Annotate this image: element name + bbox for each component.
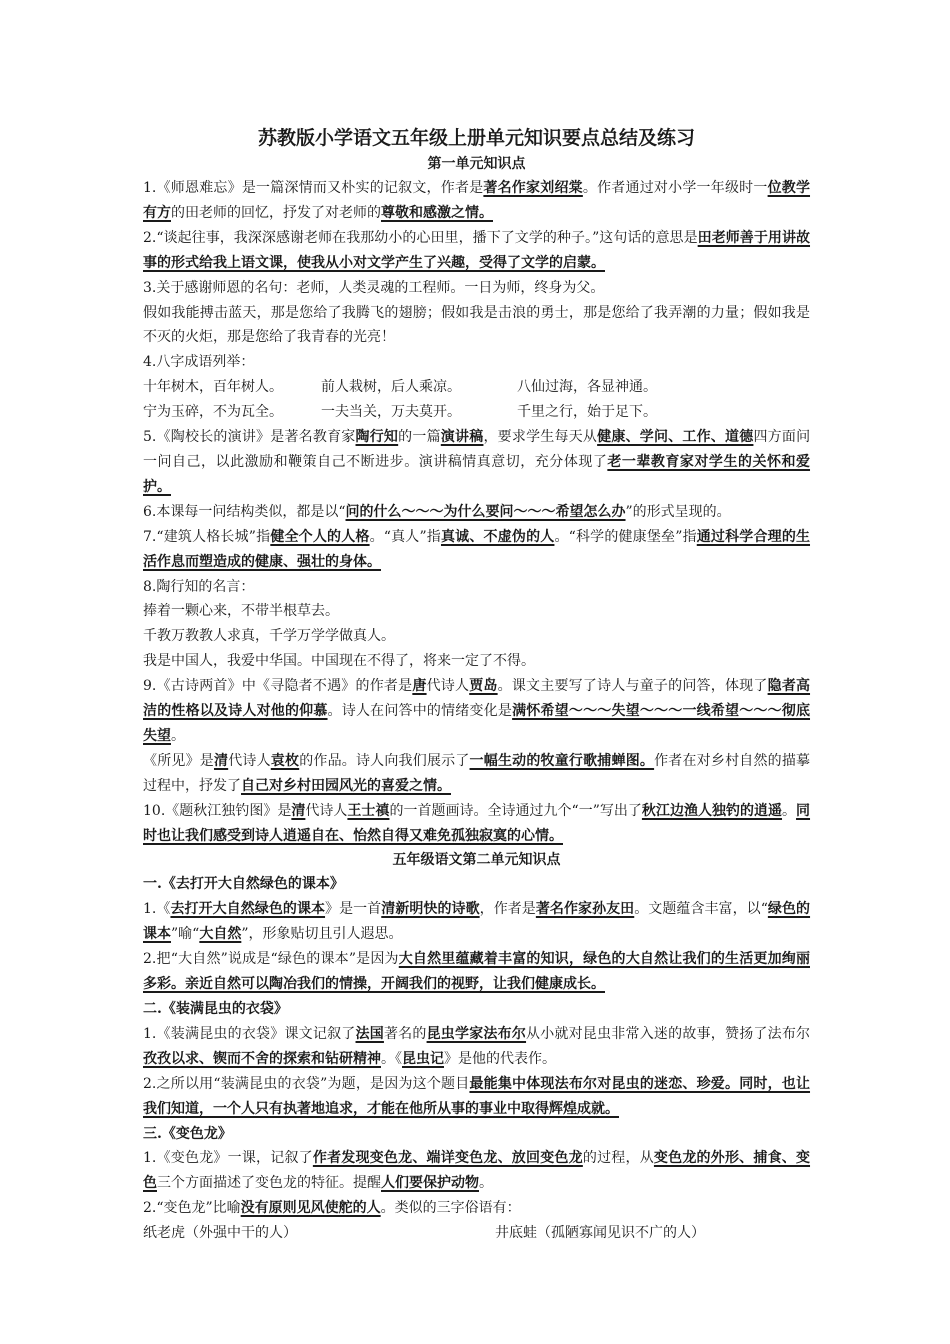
text-run: 。“科学的健康堡垒”指 (554, 528, 697, 545)
saying-list (143, 1221, 810, 1246)
paragraph (143, 525, 810, 575)
paragraph (143, 947, 810, 997)
key-point-text: 位教学有方 (143, 180, 811, 221)
paragraph (143, 674, 810, 749)
paragraph (143, 226, 810, 276)
paragraph (143, 599, 810, 624)
key-point-text: 自己对乡村田园风光的喜爱之情。 (241, 777, 451, 794)
idiom-list (143, 375, 810, 425)
key-point-text: 清 (291, 802, 306, 819)
text-run: 。 (171, 727, 185, 744)
key-point-text: 问的什么～～～为什么要问～～～希望怎么办 (345, 503, 626, 520)
text-run: 。类似的三字俗语有： (380, 1200, 521, 1217)
key-point-text: 尊敬和感激之情。 (381, 204, 493, 221)
key-point-text: 真诚、不虚伪的人 (440, 528, 555, 545)
paragraph (143, 624, 810, 649)
document-title: 苏教版小学语文五年级上册单元知识要点总结及练习 (257, 127, 695, 149)
key-point-text: 孜孜以求、锲而不舍的探索和钻研精神 (143, 1050, 381, 1067)
key-point-text: 清 (213, 752, 229, 769)
idiom: 十年树木，百年树人。 (143, 379, 283, 396)
idiom-row (143, 375, 810, 400)
key-point-text: 老一辈教育家对学生的关怀和爱护。 (143, 453, 811, 495)
key-point-text: 昆虫学家法布尔 (426, 1025, 527, 1042)
key-point-text: 田老师善于用讲故事的形式给我上语文课，使我从小对文学产生了兴趣，受得了文学的启蒙。 (143, 229, 811, 271)
text-run: 著名的 (383, 1025, 427, 1042)
key-point-text: 演讲稿 (440, 429, 484, 446)
key-point-text: 陶行知 (355, 429, 399, 446)
text-run: 。“真人”指 (369, 528, 441, 545)
text-run: 4.八字成语列举： (143, 354, 255, 371)
text-run: 。文题蕴含丰富，以“ (634, 901, 768, 918)
unit1-title: 第一单元知识点 (427, 156, 526, 172)
text-run: 千教万教教人求真，千学万学学做真人。 (143, 628, 395, 645)
text-run: 2.把“大自然”说成是“绿色的课本”是因为 (143, 951, 399, 968)
paragraph (143, 575, 810, 600)
idiom: 前人栽树，后人乘凉。 (321, 379, 461, 396)
text-run: 》是一首 (325, 901, 382, 918)
unit2-title: 五年级语文第二单元知识点 (392, 852, 561, 869)
paragraph (143, 176, 810, 226)
key-point-text: 隐者高洁的性格以及诗人对他的仰慕 (143, 678, 811, 720)
key-point-text: 满怀希望～～～失望～～～一线希望～～～彻底失望 (143, 703, 811, 744)
key-point-text: 王士禛 (347, 802, 390, 819)
key-point-text: 作者发现变色龙、端详变色龙、放回变色龙 (312, 1150, 583, 1167)
key-point-text: 健全个人的人格 (270, 528, 370, 545)
text-run: 2.“谈起往事，我深深感谢老师在我那幼小的心田里，播下了文学的种子。”这句话的意思是 (143, 229, 698, 246)
unit2-section (143, 872, 810, 1221)
text-run: 2.之所以用“装满昆虫的衣袋”为题，是因为这个题目 (143, 1075, 470, 1092)
text-run: 代诗人 (305, 802, 348, 819)
paragraph (143, 897, 810, 947)
text-run: 四方面问一问自己，以此激励和鞭策自己不断进步。演讲稿情真意切，充分体现了 (143, 429, 811, 470)
text-run: 《所见》是 (143, 752, 214, 769)
paragraph (143, 1072, 810, 1122)
text-run: 1.《 (143, 901, 171, 918)
text-run: 。作者通过对小学一年级时一 (582, 180, 768, 196)
unit1-section-continued (143, 425, 810, 848)
paragraph (143, 1196, 810, 1221)
paragraph (143, 425, 810, 500)
key-point-text: 健康、学问、工作、道德 (597, 429, 754, 446)
text-run: 。《 (381, 1050, 402, 1067)
text-run: 8.陶行知的名言： (143, 578, 255, 595)
section-heading: 一.《去打开大自然绿色的课本》 (143, 876, 344, 893)
text-run: 的一篇 (398, 429, 441, 446)
text-run: ”的形式呈现的。 (625, 503, 731, 520)
paragraph (143, 1146, 810, 1196)
text-run: 1.《变色龙》一课，记叙了 (143, 1150, 313, 1167)
text-run: 。 (782, 802, 797, 819)
text-run: 2.“变色龙”比喻 (143, 1200, 241, 1217)
key-point-text: 昆虫记 (402, 1050, 444, 1067)
text-run: 的作品。诗人向我们展示了 (299, 752, 470, 769)
key-point-text: 袁枚 (270, 752, 300, 769)
text-run: ”，形象贴切且引人遐思。 (241, 926, 403, 943)
text-run: 。诗人在问答中的情绪变化是 (327, 703, 513, 720)
text-run: 3.关于感谢师恩的名句：老师，人类灵魂的工程师。一日为师，终身为父。 (143, 279, 605, 296)
text-run: 5.《陶校长的演讲》是著名教育家 (143, 429, 356, 446)
idiom: 宁为玉碎，不为瓦全。 (143, 404, 283, 421)
saying-row (143, 1221, 810, 1246)
key-point-text: 一幅生动的牧童行歌捕蝉图。 (469, 752, 655, 769)
paragraph (143, 1022, 810, 1072)
key-point-text: 没有原则见风使舵的人 (240, 1200, 381, 1217)
saying: 纸老虎（外强中干的人） (143, 1225, 297, 1242)
text-run: 。 (479, 1175, 493, 1192)
text-run: 。课文主要写了诗人与童子的问答，体现了 (497, 678, 768, 695)
saying: 井底蛙（孤陋寡闻见识不广的人） (495, 1225, 705, 1242)
text-run: 9.《古诗两首》中《寻隐者不遇》的作者是 (143, 678, 413, 695)
unit1-section (143, 176, 810, 375)
section-heading: 三.《变色龙》 (143, 1125, 232, 1142)
key-point-text: 去打开大自然绿色的课本 (170, 901, 326, 918)
key-point-text: 大自然里蕴藏着丰富的知识，绿色的大自然让我们的生活更加绚丽多彩。亲近自然可以陶冶我们的情操，开阔我们的视野，让我们健康成长。 (143, 951, 810, 993)
text-run: ，作者是 (479, 901, 536, 918)
key-point-text: 同时也让我们感受到诗人逍遥自在、怡然自得又难免孤独寂寞的心情。 (143, 802, 811, 844)
paragraph (143, 276, 810, 301)
idiom: 一夫当关，万夫莫开。 (321, 404, 461, 421)
key-point-text: 大自然 (199, 926, 242, 943)
text-run: 我是中国人，我爱中华国。中国现在不得了，将来一定了不得。 (143, 653, 535, 670)
text-run: 6.本课每一问结构类似，都是以“ (143, 503, 346, 520)
text-run: 捧着一颗心来，不带半根草去。 (143, 603, 339, 620)
text-run: 7.“建筑人格长城”指 (143, 528, 271, 545)
text-run: 三个方面描述了变色龙的特征。提醒 (157, 1175, 381, 1192)
paragraph (143, 649, 810, 674)
text-run: 1.《装满昆虫的衣袋》课文记叙了 (143, 1025, 356, 1042)
key-point-text: 变色龙的外形、捕食、变色 (143, 1150, 811, 1192)
section-heading: 二.《装满昆虫的衣袋》 (143, 1001, 288, 1017)
paragraph (143, 799, 810, 849)
text-run: 1.《师恩难忘》是一篇深情而又朴实的记叙文，作者是 (143, 180, 484, 196)
paragraph (143, 500, 810, 525)
text-run: 从小就对昆虫非常入迷的故事，赞扬了法布尔 (526, 1025, 811, 1042)
key-point-text: 绿色的课本 (143, 901, 811, 943)
text-run: 代诗人 (426, 678, 470, 695)
text-run: 10.《题秋江独钓图》是 (143, 802, 292, 819)
paragraph (143, 301, 810, 351)
key-point-text: 著名作家刘绍棠 (483, 180, 583, 196)
text-run: 代诗人 (228, 752, 271, 769)
paragraph (143, 350, 810, 375)
idiom: 八仙过海，各显神通。 (517, 379, 657, 396)
text-run: 假如我能搏击蓝天，那是您给了我腾飞的翅膀；假如我是击浪的勇士，那是您给了我弄潮的力量；假如我是不灭的火炬，那是您给了我青春的光亮！ (143, 304, 810, 346)
idiom: 千里之行，始于足下。 (517, 404, 657, 421)
text-run: 的过程，从 (582, 1150, 654, 1167)
key-point-text: 清新明快的诗歌 (381, 901, 480, 918)
text-run: 的田老师的回忆，抒发了对老师的 (171, 204, 381, 221)
key-point-text: 最能集中体现法布尔对昆虫的迷恋、珍爱。同时，也让我们知道，一个人只有执著地追求，才能在他所从事的事业中取得辉煌成就。 (143, 1075, 811, 1117)
key-point-text: 法国 (355, 1025, 384, 1042)
text-run: 作者在对乡村自然的描摹过程中，抒发了 (143, 752, 811, 794)
text-run: 》是他的代表作。 (444, 1050, 556, 1067)
key-point-text: 通过科学合理的生活作息而塑造成的健康、强壮的身体。 (143, 528, 811, 570)
key-point-text: 人们要保护动物 (381, 1175, 479, 1192)
key-point-text: 秋江边渔人独钓的逍遥 (641, 802, 783, 819)
text-run: ，要求学生每天从 (483, 429, 598, 446)
text-run: ”喻“ (171, 926, 200, 943)
document-content (143, 124, 810, 1246)
paragraph (143, 749, 810, 799)
text-run: 的一首题画诗。全诗通过九个“一”写出了 (389, 802, 642, 819)
key-point-text: 唐 (412, 678, 427, 695)
key-point-text: 贾岛 (469, 678, 498, 695)
key-point-text: 著名作家孙友田 (535, 901, 635, 918)
idiom-row (143, 400, 810, 425)
